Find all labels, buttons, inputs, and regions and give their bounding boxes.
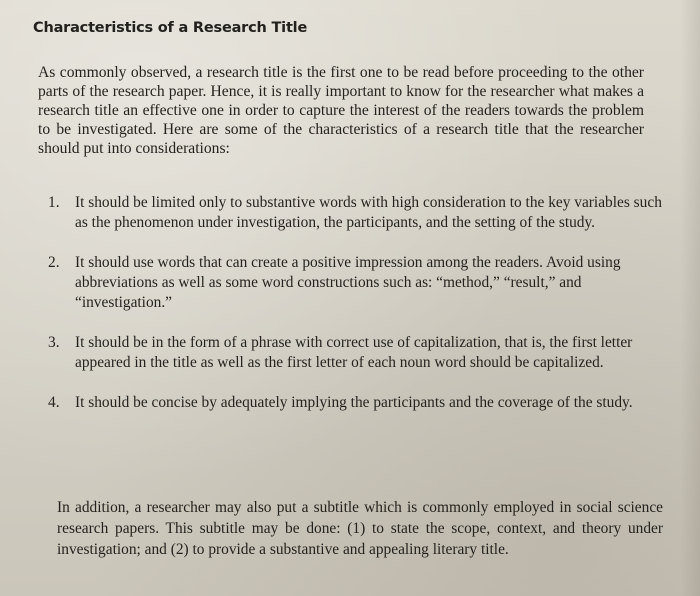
list-item (42, 253, 662, 313)
list-item-number: 4. (48, 394, 60, 411)
list-item-number: 1. (48, 194, 60, 211)
page-shadow (680, 0, 700, 596)
characteristics-list (42, 193, 662, 413)
list-item-text: It should use words that can create a positive impression among the readers. Avoid using abbreviations as well as some word constructions such as: “method,” “result,” and “investigation.” (75, 254, 621, 311)
page-title: Characteristics of a Research Title (33, 20, 308, 36)
intro-paragraph: As commonly observed, a research title is the first one to be read before proceeding to the other parts of the research paper. Hence, it is really important to know for the researcher what makes a research title an effective one in order to capture the interest of the readers towards the problem to be investigated. Here are some of the characteristics of a research title that the researcher should put into considerations: (38, 64, 644, 157)
list-item-number: 3. (48, 334, 60, 351)
list-item (42, 333, 662, 373)
list-item-text: It should be concise by adequately implying the participants and the coverage of the study. (75, 394, 633, 411)
list-item (42, 393, 662, 413)
closing-paragraph: In addition, a researcher may also put a subtitle which is commonly employed in social science research papers. This subtitle may be done: (1) to state the scope, context, and theory under investigation; and (2) to provide a substantive and appealing literary title. (57, 499, 663, 558)
list-item (42, 193, 662, 233)
list-item-text: It should be limited only to substantive words with high consideration to the key variables such as the phenomenon under investigation, the participants, and the setting of the study. (75, 194, 662, 231)
list-item-number: 2. (48, 254, 60, 271)
list-item-text: It should be in the form of a phrase with correct use of capitalization, that is, the first letter appeared in the title as well as the first letter of each noun word should be capitalized. (75, 334, 633, 371)
